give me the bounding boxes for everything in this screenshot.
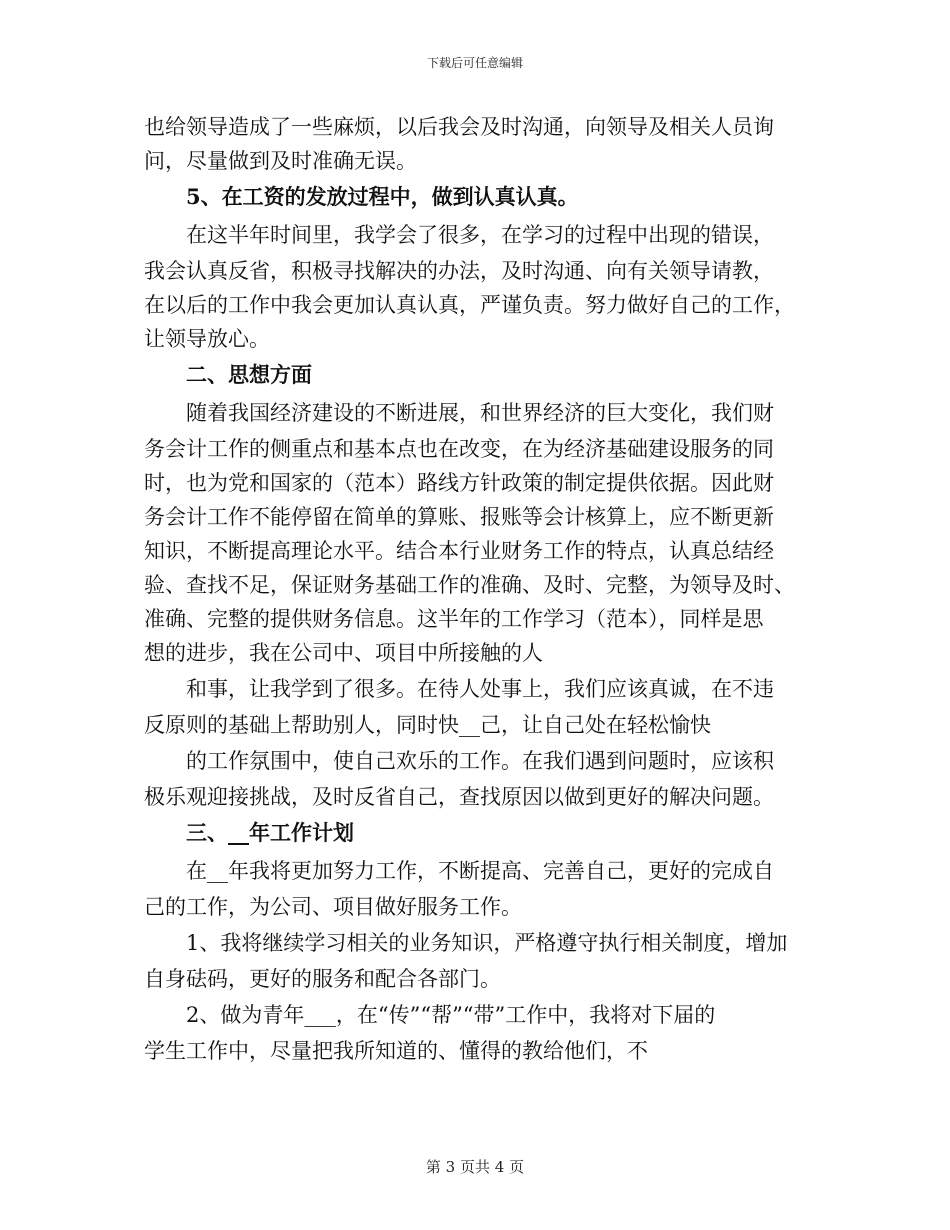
paragraph-line: 己的工作，为公司、项目做好服务工作。 [144, 895, 522, 919]
paragraph-line: 时，也为党和国家的（范本）路线方针政策的制定提供依据。因此财 [144, 471, 774, 495]
paragraph-line: 自身砝码，更好的服务和配合各部门。 [144, 967, 501, 991]
paragraph-line: 问，尽量做到及时准确无误。 [144, 149, 417, 173]
paragraph-line: 随着我国经济建设的不断进展，和世界经济的巨大变化，我们财 [186, 401, 774, 425]
paragraph-line: 学生工作中，尽量把我所知道的、懂得的教给他们，不 [144, 1039, 648, 1063]
paragraph-line: 准确、完整的提供财务信息。这半年的工作学习（范本），同样是思 [144, 607, 764, 631]
section-heading: 5、在工资的发放过程中，做到认真认真。 [186, 184, 579, 209]
page-header: 下载后可任意编辑 [426, 56, 523, 70]
paragraph-line: 在__年我将更加努力工作，不断提高、完善自己，更好的完成自 [186, 859, 774, 883]
paragraph-line: 1、我将继续学习相关的业务知识，严格遵守执行相关制度，增加 [186, 931, 788, 955]
section-heading: 三、__年工作计划 [186, 820, 354, 845]
section-heading: 二、思想方面 [186, 362, 312, 387]
paragraph-line: 反原则的基础上帮助别人，同时快__己，让自己处在轻松愉快 [144, 713, 711, 737]
document-body [144, 110, 820, 1068]
paragraph-line: 的工作氛围中，使自己欢乐的工作。在我们遇到问题时，应该积 [186, 749, 774, 773]
paragraph-line: 也给领导造成了一些麻烦，以后我会及时沟通，向领导及相关人员询 [144, 115, 774, 139]
paragraph-line: 极乐观迎接挑战，及时反省自己，查找原因以做到更好的解决问题。 [144, 785, 774, 809]
paragraph-line: 验、查找不足，保证财务基础工作的准确、及时、完整，为领导及时、 [144, 573, 795, 597]
paragraph-line: 知识，不断提高理论水平。结合本行业财务工作的特点，认真总结经 [144, 539, 774, 563]
page-footer: 第 3 页共 4 页 [425, 1158, 525, 1176]
paragraph-line: 在这半年时间里，我学会了很多，在学习的过程中出现的错误， [186, 223, 774, 247]
paragraph-line: 务会计工作不能停留在简单的算账、报账等会计核算上，应不断更新 [144, 505, 774, 529]
paragraph-line: 务会计工作的侧重点和基本点也在改变，在为经济基础建设服务的同 [144, 437, 774, 461]
paragraph-line: 想的进步，我在公司中、项目中所接触的人 [144, 641, 543, 665]
paragraph-line: 让领导放心。 [144, 327, 270, 351]
paragraph-line: 和事，让我学到了很多。在待人处事上，我们应该真诚，在不违 [186, 677, 774, 701]
paragraph-line: 我会认真反省，积极寻找解决的办法，及时沟通、向有关领导请教， [144, 259, 774, 283]
paragraph-line: 2、做为青年___，在“传”“帮”“带”工作中，我将对下届的 [186, 1003, 716, 1027]
paragraph-line: 在以后的工作中我会更加认真认真，严谨负责。努力做好自己的工作， [144, 293, 795, 317]
